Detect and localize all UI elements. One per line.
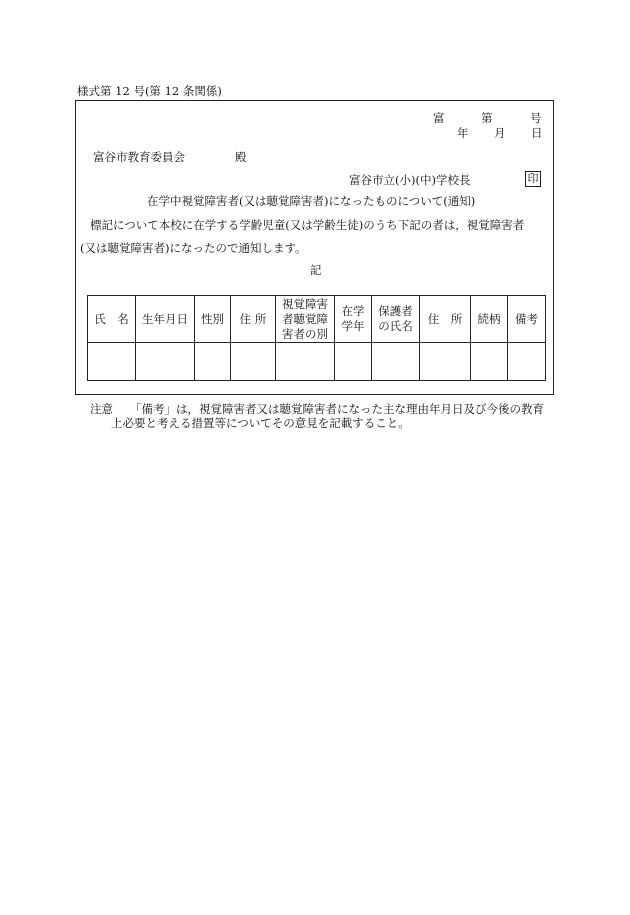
note-line-1: 「備考」は，視覚障害者又は聴覚障害者になった主な理由年月日及び今後の教育 — [130, 402, 544, 416]
table-header-row — [88, 296, 546, 343]
date-month: 月 — [494, 126, 506, 140]
table-cell — [136, 343, 195, 381]
date-year: 年 — [457, 126, 469, 140]
addressee-name: 富谷市教育委員会 — [93, 150, 185, 164]
table-cell — [508, 343, 546, 381]
body-line-2: (又は聴覚障害者)になったので通知します。 — [80, 241, 307, 255]
body-line-1: 標記について本校に在学する学齢児童(又は学齢生徒)のうち下記の者は，視覚障害者 — [90, 218, 525, 232]
sender-name: 富谷市立(小)(中)学校長 — [349, 173, 471, 187]
note-label: 注意 — [90, 402, 113, 416]
addressee-honorific: 殿 — [235, 150, 247, 164]
table-row — [88, 343, 546, 381]
note-line-2: 上必要と考える措置等についてその意見を記載すること。 — [111, 416, 410, 430]
table-cell — [195, 343, 231, 381]
student-table — [87, 295, 546, 381]
date-day: 日 — [531, 126, 543, 140]
table-header-cell: 備考 — [508, 296, 546, 343]
table-header-cell: 保護者の氏名 — [372, 296, 420, 343]
doc-number-tomi: 富 — [433, 111, 445, 125]
seal-mark: 印 — [525, 171, 541, 187]
table-cell — [276, 343, 335, 381]
table-cell — [372, 343, 420, 381]
table-header-cell: 視覚障害者聴覚障害者の別 — [276, 296, 335, 343]
table-cell — [231, 343, 276, 381]
subject-title: 在学中視覚障害者(又は聴覚障害者)になったものについて(通知) — [147, 194, 476, 208]
ki-heading: 記 — [310, 263, 322, 277]
table-cell — [88, 343, 136, 381]
table-cell — [420, 343, 471, 381]
table-header-cell: 性別 — [195, 296, 231, 343]
table-cell — [471, 343, 508, 381]
table-header-cell: 住 所 — [231, 296, 276, 343]
table-header-cell: 氏 名 — [88, 296, 136, 343]
table-header-cell: 生年月日 — [136, 296, 195, 343]
table-header-cell: 住 所 — [420, 296, 471, 343]
table-cell — [335, 343, 372, 381]
table-header-cell: 続柄 — [471, 296, 508, 343]
form-label: 様式第 12 号(第 12 条関係) — [77, 84, 222, 98]
table-header-cell: 在学学年 — [335, 296, 372, 343]
doc-number-dai: 第 — [481, 111, 493, 125]
doc-number-go: 号 — [530, 111, 542, 125]
